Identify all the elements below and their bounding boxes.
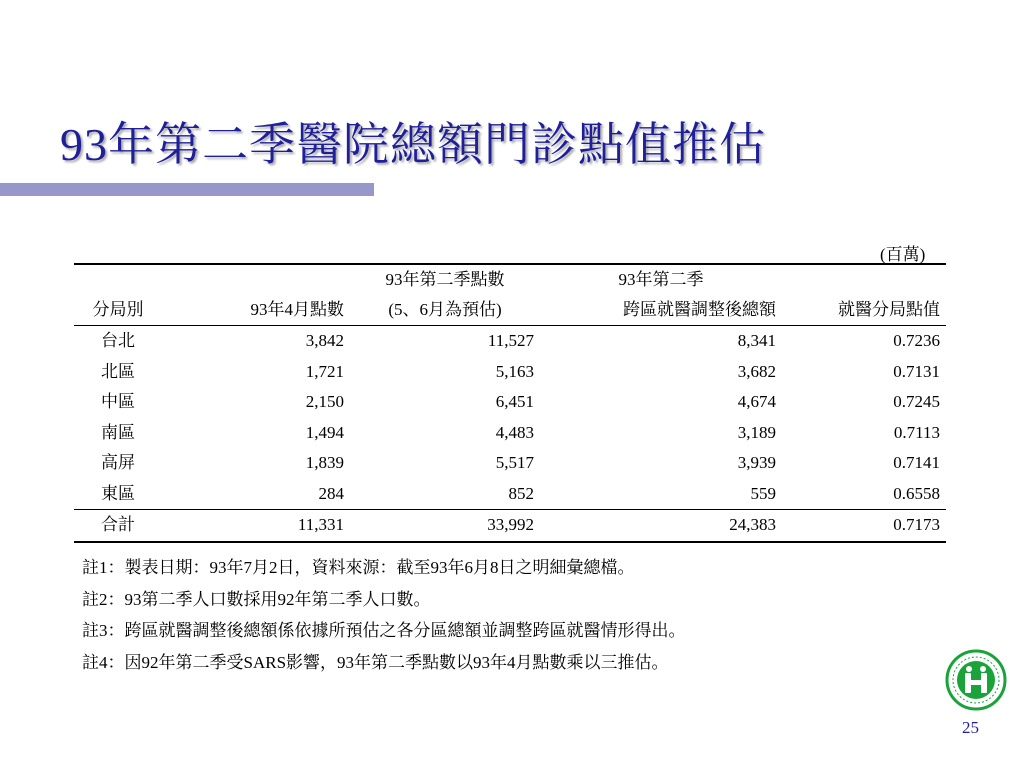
- april-points: 2,150: [305, 392, 344, 411]
- q2-adjusted-total: 3,939: [737, 453, 776, 472]
- header-row-2: [74, 295, 946, 326]
- branch-name: 北區: [101, 361, 135, 381]
- title-underline-bar: [0, 183, 374, 196]
- branch-name: 台北: [101, 331, 135, 350]
- branch-name: 南區: [101, 422, 135, 442]
- page-number: 25: [962, 718, 979, 737]
- header-q2-points: (5、6月為預估): [350, 295, 540, 326]
- header-point-value: 就醫分局點值: [782, 295, 946, 326]
- april-points: 1,721: [305, 361, 344, 381]
- point-value: 0.7113: [893, 422, 940, 442]
- header-q2-points-top: 93年第二季點數: [350, 264, 540, 295]
- footnotes: [82, 552, 686, 678]
- april-points: 1,494: [305, 422, 344, 442]
- page-title: 93年第二季醫院總額門診點值推估: [60, 119, 766, 170]
- april-points: 1,839: [305, 453, 344, 472]
- q2-points: 852: [508, 483, 534, 503]
- april-points: 3,842: [305, 331, 344, 350]
- header-branch-top: [74, 264, 162, 295]
- branch-name: 東區: [101, 483, 135, 503]
- total-point-value: 0.7173: [782, 510, 946, 542]
- april-points: 284: [318, 483, 344, 503]
- q2-points: 5,163: [495, 361, 534, 381]
- total-april-points: 11,331: [162, 510, 350, 542]
- footnote-3: 註3：跨區就醫調整後總額係依據所預估之各分區總額並調整跨區就醫情形得出。: [82, 621, 686, 640]
- q2-points: 11,527: [487, 331, 534, 350]
- unit-label: (百萬): [880, 245, 926, 264]
- total-q2-adjusted: 24,383: [540, 510, 782, 542]
- header-april-points: 93年4月點數: [162, 295, 350, 326]
- q2-points: 4,483: [495, 422, 534, 442]
- table-row: [74, 357, 946, 388]
- table-total-row: [74, 510, 946, 542]
- branch-name: 高屏: [101, 453, 135, 472]
- footnote-4: 註4：因92年第二季受SARS影響，93年第二季點數以93年4月點數乘以三推估。: [82, 652, 669, 672]
- header-q2-total-top: 93年第二季: [540, 264, 782, 295]
- point-value: 0.7131: [893, 361, 940, 381]
- q2-adjusted-total: 8,341: [737, 331, 776, 350]
- footnote-2: 註2：93第二季人口數採用92年第二季人口數。: [82, 589, 431, 609]
- point-value-table: [74, 263, 946, 543]
- q2-adjusted-total: 3,189: [737, 422, 776, 442]
- total-label: 合計: [74, 510, 162, 542]
- q2-adjusted-total: 4,674: [737, 392, 776, 411]
- table-row: [74, 387, 946, 418]
- point-value: 0.7236: [893, 331, 940, 350]
- header-q2-total: 跨區就醫調整後總額: [540, 295, 782, 326]
- footnote-1: 註1：製表日期：93年7月2日，資料來源：截至93年6月8日之明細彙總檔。: [82, 558, 635, 577]
- header-april-points-top: [162, 264, 350, 295]
- q2-points: 6,451: [495, 392, 534, 411]
- total-q2-points: 33,992: [350, 510, 540, 542]
- header-point-value-top: [782, 264, 946, 295]
- point-value: 0.6558: [893, 483, 940, 503]
- table-row: [74, 418, 946, 449]
- q2-adjusted-total: 3,682: [737, 361, 776, 381]
- table-row: [74, 448, 946, 479]
- point-value: 0.7245: [893, 392, 940, 411]
- table-row: [74, 479, 946, 510]
- point-value: 0.7141: [893, 453, 940, 472]
- branch-name: 中區: [101, 392, 135, 411]
- q2-adjusted-total: 559: [750, 483, 776, 503]
- header-row-1: [74, 264, 946, 295]
- health-insurance-logo-icon: [945, 649, 1007, 711]
- header-branch: 分局別: [74, 295, 162, 326]
- q2-points: 5,517: [495, 453, 534, 472]
- table-row: [74, 326, 946, 357]
